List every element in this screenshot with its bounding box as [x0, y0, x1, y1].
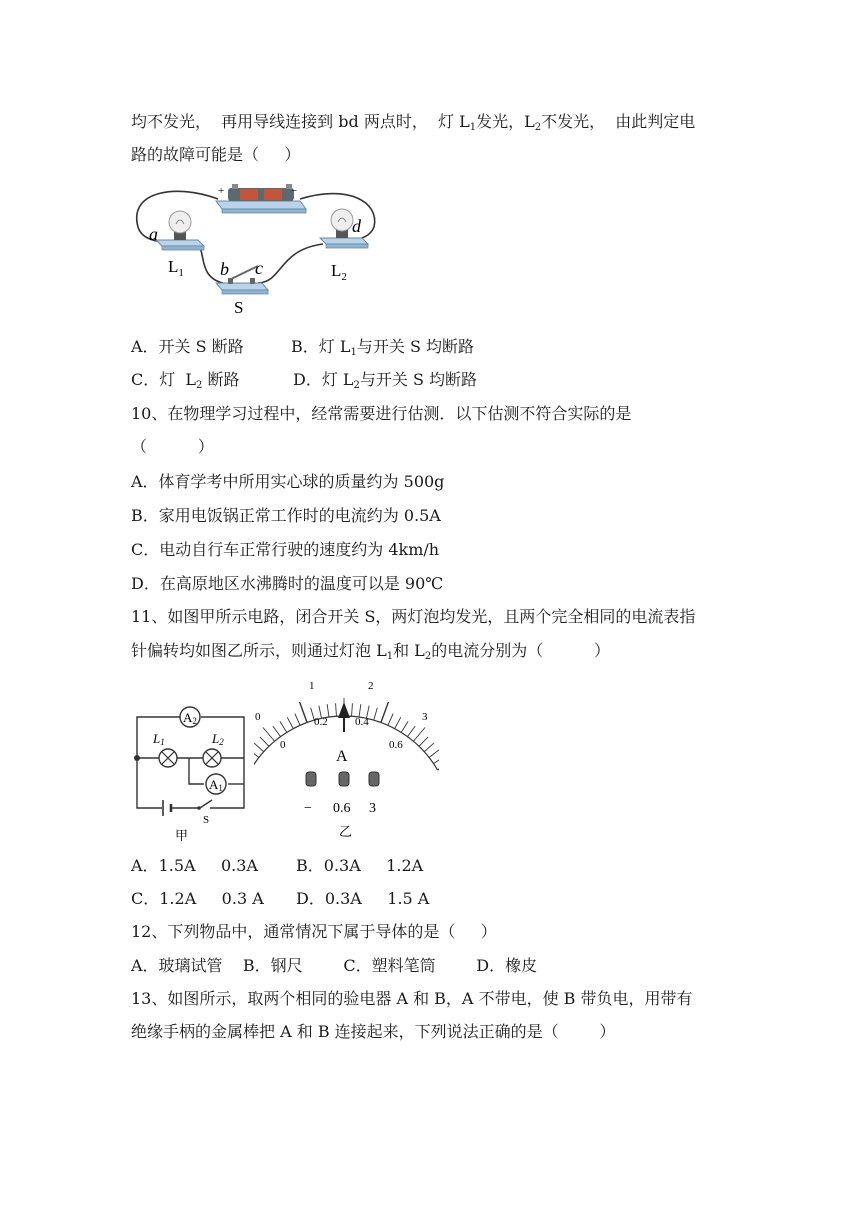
svg-text:A2: A2	[183, 710, 197, 726]
q10-line-2: （ ）	[131, 437, 214, 456]
scale-tick	[424, 743, 434, 752]
circuit-l2-label: L2	[212, 731, 224, 747]
q10-option-b: B．家用电饭锅正常工作时的电流约为 0.5A	[131, 506, 441, 525]
q10-option-a: A．体育学考中所用实心球的质量约为 500g	[131, 472, 445, 491]
battery-minus-label: −	[291, 185, 298, 197]
scale-tick	[388, 713, 393, 725]
battery-plus-label: +	[218, 185, 225, 197]
meter-caption: 乙	[339, 824, 353, 839]
point-c-label: c	[255, 258, 263, 278]
point-d-label: d	[352, 216, 361, 236]
scale-tick	[287, 717, 293, 728]
scale-tick	[413, 727, 425, 741]
q10-option-d: D．在高原地区水沸腾时的温度可以是 90℃	[131, 574, 444, 593]
lamp-l2-label: $L_2$	[331, 261, 347, 283]
ammeter-a1	[206, 774, 226, 794]
scale-tick	[419, 737, 428, 746]
q11-option-b: B．0.3A 1.2A	[296, 856, 424, 875]
wire-switch-l2	[258, 244, 323, 283]
terminal-minus: −	[304, 801, 312, 816]
junction-dot	[134, 755, 140, 761]
q11-line-1: 11、如图甲所示电路，闭合开关 S，两灯泡均发光，且两个完全相同的电流表指	[131, 607, 696, 626]
terminal-0-6: 0.6	[333, 801, 351, 816]
meter-needle	[338, 702, 350, 732]
q11-circuit-figure	[128, 700, 254, 845]
scale-bottom-0-2: 0.2	[314, 716, 328, 728]
scale-tick	[254, 743, 264, 752]
switch-s-label: S	[234, 298, 244, 317]
point-b-label: b	[220, 259, 229, 279]
q13-line-2: 绝缘手柄的金属棒把 A 和 B 连接起来，下列说法正确的是（ ）	[131, 1022, 616, 1041]
scale-tick	[429, 750, 439, 758]
circuit-switch-label: S	[203, 814, 210, 826]
scale-tick	[434, 756, 439, 763]
scale-tick	[295, 713, 300, 725]
meter-terminals	[306, 772, 379, 786]
scale-tick	[407, 726, 415, 737]
q9-option-c: C．灯 $L_2$ 断路	[131, 370, 240, 391]
q9-line-1: 均不发光， 再用导线连接到 bd 两点时， 灯 $L_1$发光，$L_2$不发光， 由此判定电	[131, 112, 696, 133]
point-a-label: a	[149, 224, 158, 244]
q11-option-d: D．0.3A 1.5 A	[296, 889, 430, 908]
q11-line-2: 针偏转均如图乙所示，则通过灯泡 $L_1$和 $L_2$的电流分别为（ ）	[131, 641, 611, 662]
q9-option-b: B．灯 $L_1$与开关 S 均断路	[291, 337, 474, 358]
scale-tick	[381, 702, 389, 723]
scale-tick	[336, 703, 337, 716]
scale-bottom-0: 0	[280, 739, 286, 751]
lamp-l1-symbol	[159, 749, 177, 767]
scale-bottom-0-6: 0.6	[389, 739, 403, 751]
scale-tick	[374, 708, 378, 720]
scale-top-3: 3	[422, 711, 428, 723]
q10-line-1: 10、在物理学习过程中，经常需要进行估测．以下估测不符合实际的是	[131, 404, 632, 423]
q9-option-a: A．开关 S 断路	[131, 337, 244, 356]
scale-tick	[254, 750, 259, 758]
q11-option-a: A．1.5A 0.3A	[131, 856, 258, 875]
q11-ammeter-figure	[254, 674, 439, 844]
q10-option-c: C．电动自行车正常行驶的速度约为 4km/h	[131, 540, 440, 559]
scale-tick	[260, 737, 269, 746]
scale-tick	[352, 703, 353, 716]
q9-circuit-figure	[128, 182, 388, 320]
q12-options: A．玻璃试管 B．钢尺 C．塑料笔筒 D．橡皮	[131, 956, 538, 975]
q11-option-c: C．1.2A 0.3 A	[131, 889, 264, 908]
terminal-3: 3	[369, 801, 376, 816]
q9-option-d: D．灯 $L_2$与开关 S 均断路	[293, 370, 478, 391]
lamp-l2-symbol	[203, 749, 221, 767]
scale-bottom-0-4: 0.4	[355, 716, 369, 728]
scale-tick	[401, 721, 408, 732]
meter-unit: A	[336, 748, 348, 765]
ammeter-a2	[180, 707, 200, 727]
lamp-l1	[156, 211, 204, 250]
q9-line-2: 路的故障可能是（ ）	[131, 145, 301, 164]
svg-text:A1: A1	[209, 777, 223, 793]
lamp-l1-label: $L_1$	[168, 257, 184, 279]
scale-tick	[300, 702, 308, 723]
scale-tick	[280, 721, 287, 732]
scale-top-1: 1	[309, 680, 315, 692]
circuit-l1-label: L1	[153, 731, 165, 747]
scale-top-2: 2	[368, 680, 374, 692]
scale-tick	[273, 726, 281, 737]
circuit-caption: 甲	[175, 828, 189, 843]
q12-line-1: 12、下列物品中，通常情况下属于导体的是（ ）	[131, 922, 497, 941]
scale-tick	[263, 727, 275, 741]
scale-tick	[395, 717, 401, 728]
scale-top-0: 0	[255, 711, 261, 723]
battery-symbol	[163, 800, 171, 816]
q13-line-1: 13、如图所示，取两个相同的验电器 A 和 B，A 不带电，使 B 带负电，用带有	[131, 989, 693, 1008]
